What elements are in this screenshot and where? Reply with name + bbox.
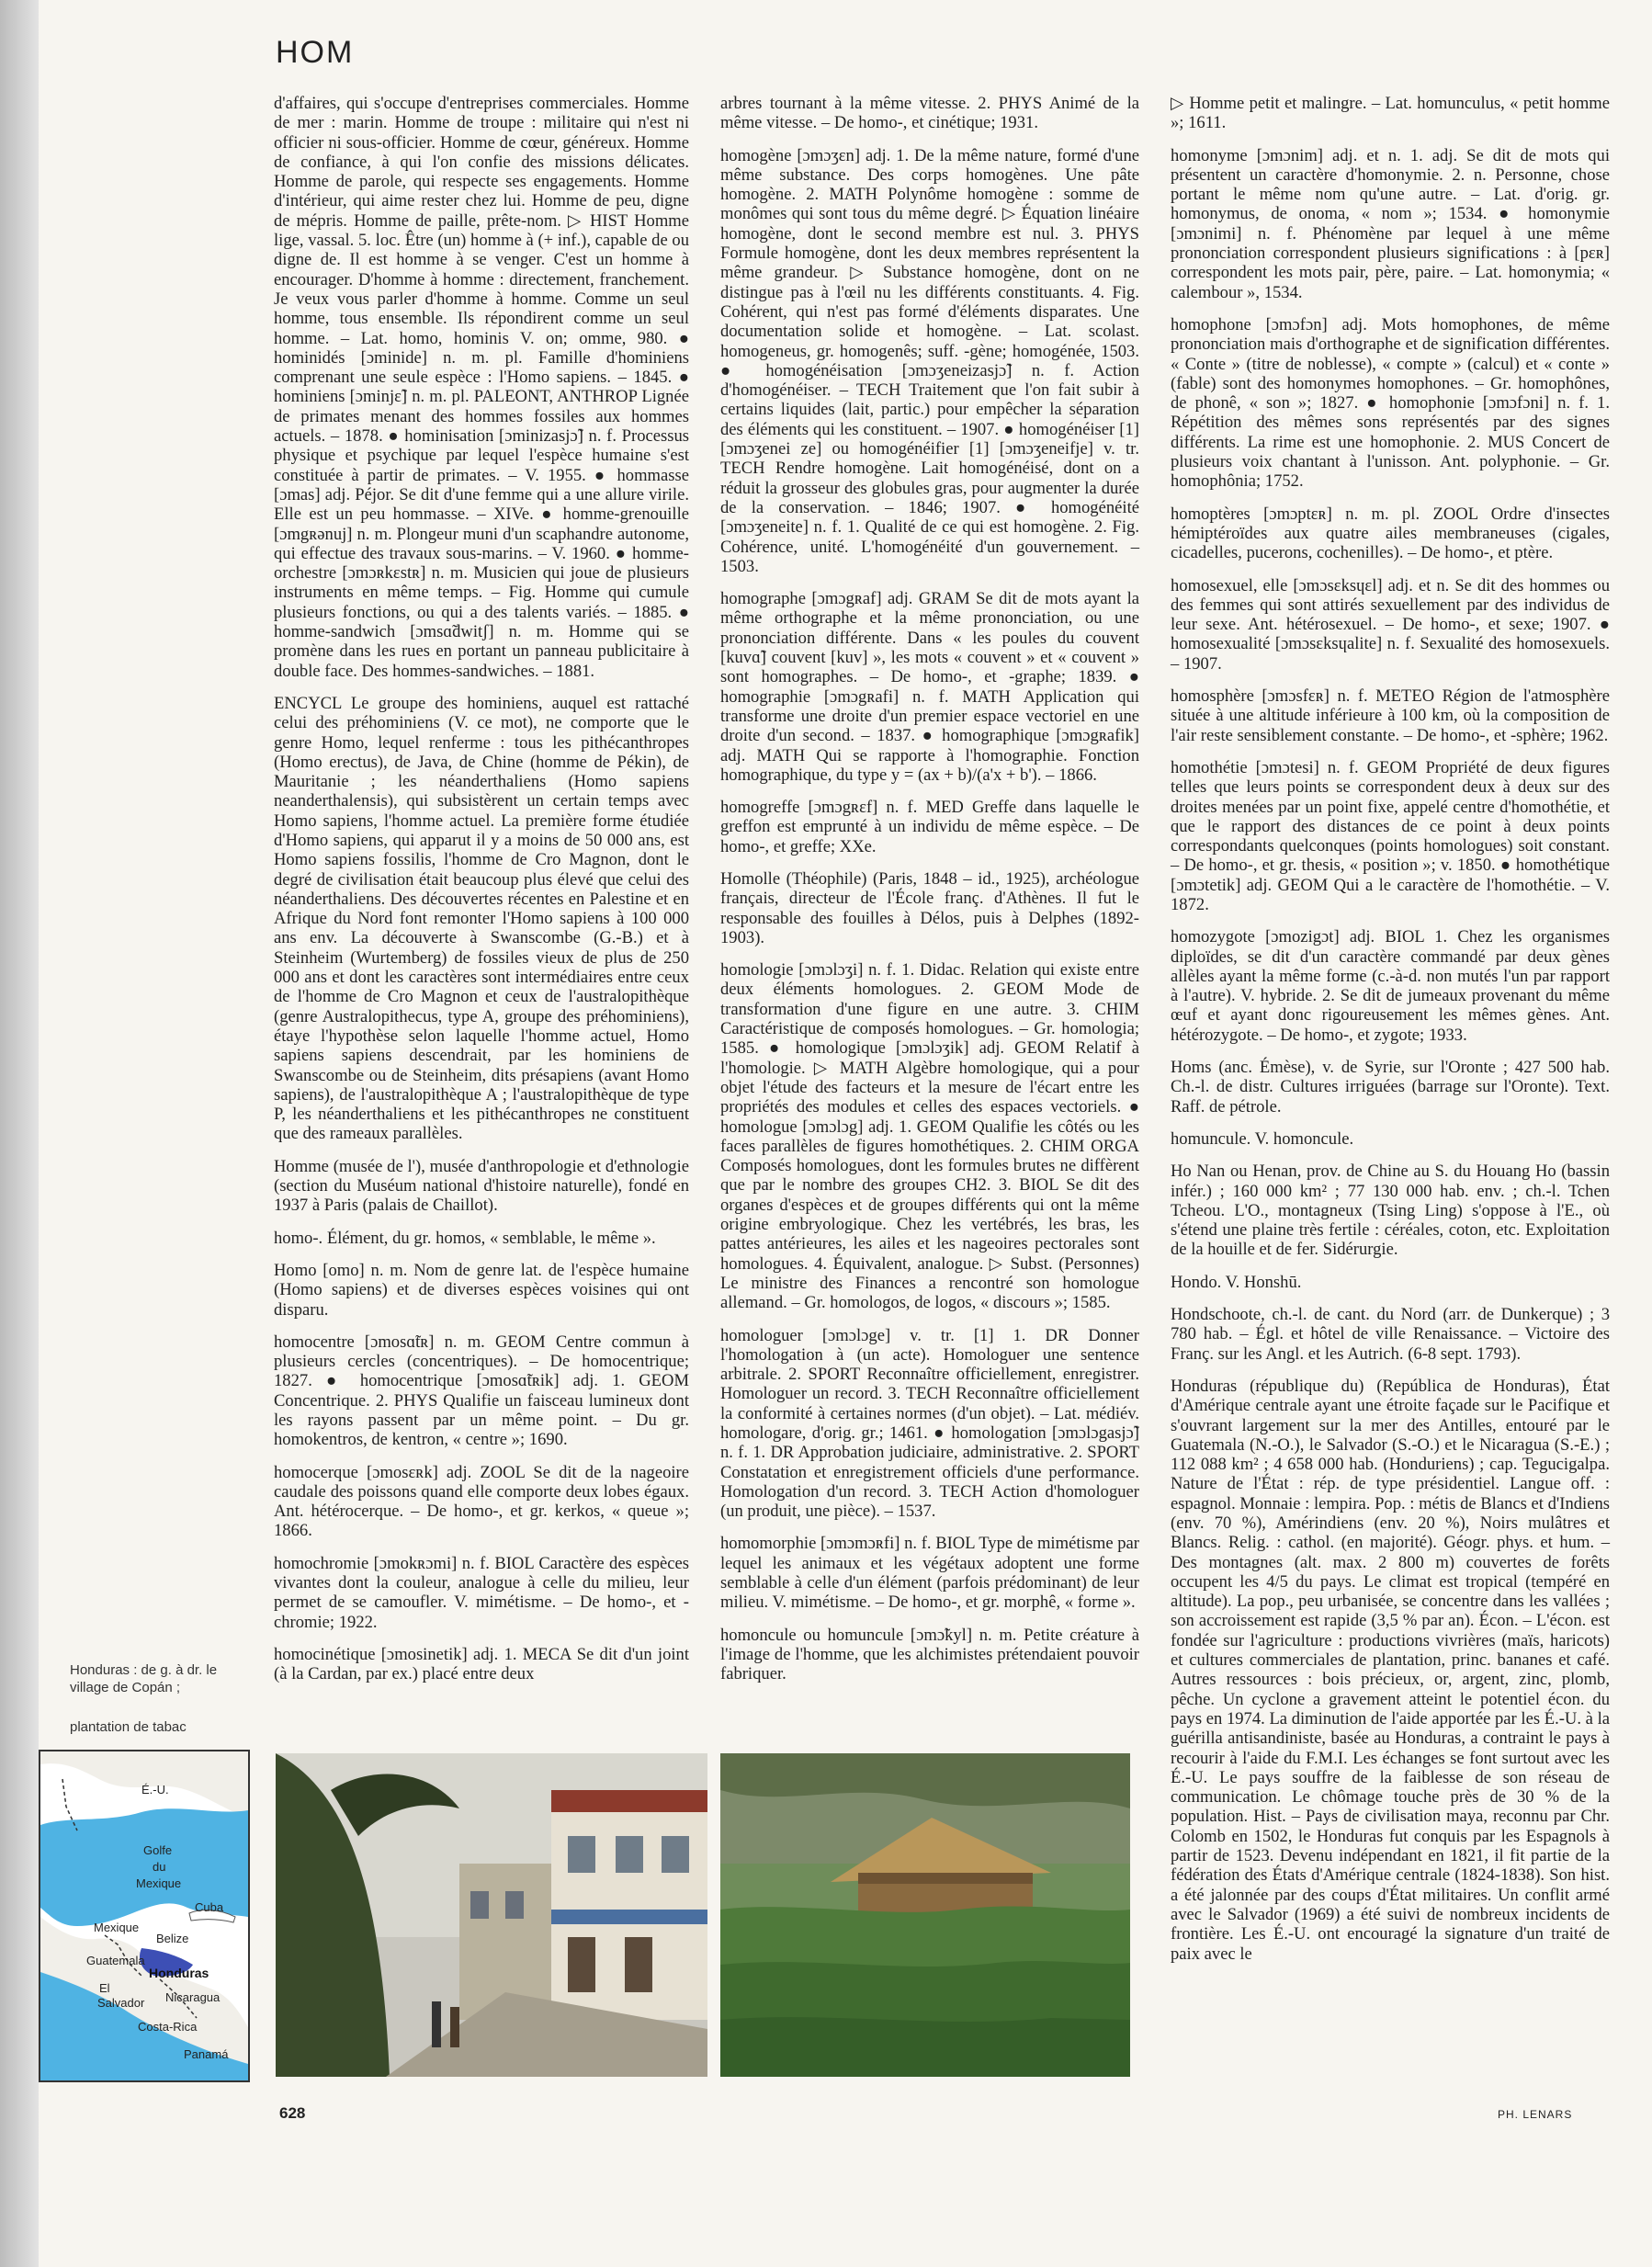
map-label-salvador: Salvador [97, 1996, 145, 2010]
entry-encyclopedic-note: ENCYCL Le groupe des hominiens, auquel est rattaché celui des préhominiens (V. ce mot), ne comporte que le genre Homo, lequel renferme : tous les pithécanthropes (Homo erectus), de Java, de Chine (homme de Pékin), de Mauritanie ; les néanderthaliens (Homo sapiens neanderthalensis), qui subsistèrent un certain temps avec Homo sapiens, l'homme actuel. La première forme étudiée d'Homo sapiens, qui apparut il y a moins de 50 000 ans, est Homo sapiens fossilis, l'homme de Cro Magnon, dont le degré de civilisation était beaucoup plus élevé que celui des néanderthaliens. Des découvertes récentes en Palestine et en Afrique du Nord font remonter l'Homo sapiens à 100 000 ans env. La découverte à Swanscombe (G.-B.) et à Steinheim (Wurtemberg) de fossiles vieux de plus de 250 000 ans et dont les caractères sont intermédiaires entre ceux de l'homme de Cro Magnon et ceux de l'australopithèque (genre Australopithecus, type A, groupe des préhominiens), étaye l'hypothèse selon laquelle l'homme actuel, Homo sapiens sapiens descendrait, par les hominiens de Swanscombe ou de Steinheim, dits présapiens (avant Homo sapiens), de l'australopithèque A ; l'australopithèque de type P, les néanderthaliens et les pithécanthropes ne constituent que des rameaux parallèles. [274, 693, 689, 1144]
entry-homosexuel: homosexuel, elle [ɔmɔsɛksɥɛl] adj. et n. Se dit des hommes ou des femmes qui sont attirés sexuellement par des individus de leur sexe. Ant. hétérosexuel. – De homo-, et sexe; 1907. ● homosexualité [ɔmɔsɛksɥalite] n. f. Sexualité des homosexuels. – 1907. [1171, 575, 1610, 674]
entry-homocinetique: homocinétique [ɔmosinetik] adj. 1. MECA Se dit d'un joint (à la Cardan, par ex.) placé entre deux [274, 1644, 689, 1684]
map-label-honduras: Honduras [149, 1966, 209, 1980]
entry-homogene: homogène [ɔmɔʒɛn] adj. 1. De la même nature, formé d'une même substance. Des corps homogènes. Une pâte homogène. 2. MATH Polynôme homogène : somme de monômes qui sont tous du même degré. ▷ Équation linéaire homogène, dont le second membre est nul. 3. PHYS Formule homogène, dont les deux membres représentent la même grandeur. ▷ Substance homogène, dont on ne distingue pas à l'œil nu les différents constituants. 4. Fig. Cohérent, qui n'est pas formé d'éléments disparates. Une documentation solide et homogène. – Lat. scolast. homogeneus, gr. homogenês; suff. -gène; homogénée, 1503. ● homogénéisation [ɔmɔʒeneizasjɔ̃] n. f. Action d'homogénéiser. – TECH Traitement que l'on fait subir à certains liquides (lait, partic.) pour empêcher la séparation des éléments qui les constituent. – 1907. ● homogénéiser [1] [ɔmɔʒenei ze] ou homogénéifier [1] [ɔmɔʒeneifje] v. tr. TECH Rendre homogène. Lait homogénéisé, dont on a réduit la grosseur des globules gras, pour augmenter la durée de la conservation. – 1846; 1907. ● homogénéité [ɔmɔʒeneite] n. f. 1. Qualité de ce qui est homogène. 2. Fig. Cohérence, unité. L'homogénéité d'un gouvernement. – 1503. [720, 145, 1139, 576]
map-label-cuba: Cuba [195, 1900, 224, 1914]
entry-homozygote: homozygote [ɔmozigɔt] adj. BIOL 1. Chez les organismes diploïdes, se dit d'un caractère commandé par deux gènes allèles ayant la même forme (c.-à-d. non mutés l'un par rapport à l'autre). V. hybride. 2. Se dit de jumeaux provenant du même œuf et ayant donc rigoureusement les mêmes gènes. Ant. hétérozygote. – De homo-, et zygote; 1933. [1171, 927, 1610, 1045]
entry-homoncule-continued: ▷ Homme petit et malingre. – Lat. homunculus, « petit homme »; 1611. [1171, 94, 1610, 133]
entry-homogreffe: homogreffe [ɔmɔgʀɛf] n. f. MED Greffe dans laquelle le greffon est emprunté à un individu de même espèce. – De homo-, et greffe; XXe. [720, 798, 1139, 856]
entry-homocinetique-continued: arbres tournant à la même vitesse. 2. PHYS Animé de la même vitesse. – De homo-, et cinétique; 1931. [720, 94, 1139, 133]
entry-honduras: Honduras (république du) (República de Honduras), État d'Amérique centrale ayant une étroite façade sur le Pacifique et s'ouvrant largement sur la mer des Antilles, entouré par le Guatemala (N.-O.), le Salvador (S.-O.) et le Nicaragua (S.-E.) ; 112 088 km² ; 4 658 000 hab. (Honduriens) ; cap. Tegucigalpa. Nature de l'État : rép. de type présidentiel. Langue off. : espagnol. Monnaie : lempira. Pop. : métis de Blancs et d'Indiens (env. 70 %), Amérindiens (env. 20 %), Noirs mulâtres et Blancs. Relig. : cathol. (en majorité). Géogr. phys. et hum. – Des montagnes (alt. max. 2 800 m) couvertes de forêts occupent les 4/5 du pays. Le climat est tropical (tempéré en altitude). La pop., peu urbanisée, se concentre dans les vallées ; son accroissement est rapide (3,5 % par an). Écon. – L'écon. est fondée sur l'agriculture : productions vivrières (maïs, haricots) et cultures commerciales de plantation, princ. bananes et café. Autres ressources : bois précieux, or, argent, zinc, plomb, pêche. Un cyclone a gravement atteint le potentiel écon. du pays en 1974. La diminution de l'aide apportée par les É.-U. à la guérilla antisandiniste, basée au Honduras, a contraint le pays à recourir à l'aide du F.M.I. Les échanges se font surtout avec les É.-U. Le pays souffre de la faiblesse de son réseau de communication. Le chômage touche près de 30 % de la population. Hist. – Pays de civilisation maya, reconnu par Chr. Colomb en 1502, le Honduras fut conquis par les Espagnols à partir de 1523. Devenu indépendant en 1821, il fit partie de la fédération des États d'Amérique centrale (1824-1838). Son hist. a été jalonnée par des coups d'État militaires. Un conflit armé avec le Salvador (1969) a été suivi de nombreux incidents de frontière. Les É.-U. ont encouragé la signature d'un traité de paix avec le [1171, 1376, 1610, 1964]
entry-homoncule: homoncule ou homuncule [ɔmɔ̃kyl] n. m. Petite créature à l'image de l'homme, que les alchimistes prétendaient pouvoir fabriquer. [720, 1625, 1139, 1684]
entry-homolle: Homolle (Théophile) (Paris, 1848 – id., 1925), archéologue français, directeur de l'École franç. d'Athènes. Il fut le responsable des fouilles à Délos, puis à Delphes (1892-1903). [720, 868, 1139, 947]
column-middle [720, 94, 1139, 1697]
entry-homologie: homologie [ɔmɔlɔʒi] n. f. 1. Didac. Relation qui existe entre deux éléments homologues. 2. GEOM Mode de transformation d'une figure en une autre. 3. CHIM Caractéristique de composés homologues. – Gr. homologia; 1585. ● homologique [ɔmɔlɔʒik] adj. GEOM Relatif à l'homologie. ▷ MATH Algèbre homologique, qui a pour objet l'étude des facteurs et la mesure de l'écart entre les propriétés des modules et celles des espaces vectoriels. ● homologue [ɔmɔlɔg] adj. 1. GEOM Qualifie les côtés ou les faces parallèles de figures homothétiques. 2. CHIM ORGA Composés homologues, dont les formules brutes ne diffèrent que par le nombre des groupes CH2. 3. BIOL Se dit des organes d'espèces et de groupes différents qui ont la même origine embryologique. Chez les vertébrés, les bras, les pattes antérieures, les ailes et les nageoires pectorales sont homologues. 4. Équivalent, analogue. ▷ Subst. (Personnes) Le ministre des Finances a rencontré son homologue allemand. – Gr. homologos, de logos, « discours »; 1585. [720, 960, 1139, 1313]
entry-homme-musee: Homme (musée de l'), musée d'anthropologie et d'ethnologie (section du Muséum national d'histoire naturelle), fondé en 1937 à Paris (palais de Chaillot). [274, 1156, 689, 1216]
entry-hondo: Hondo. V. Honshū. [1171, 1272, 1302, 1292]
map-label-us: É.-U. [141, 1783, 169, 1797]
entry-homopteres: homoptères [ɔmɔptɛʀ] n. m. pl. ZOOL Ordre d'insectes hémiptéroïdes aux quatre ailes membraneuses (cigales, cicadelles, pucerons, cochenilles). – De homo-, et ptère. [1171, 504, 1610, 563]
map-label-panama: Panamá [184, 2047, 229, 2061]
dictionary-page [39, 0, 1652, 2267]
photo-credit: PH. LENARS [1498, 2108, 1573, 2121]
page-gutter-shadow [0, 0, 39, 2267]
entry-homosphere: homosphère [ɔmɔsfɛʀ] n. f. METEO Région de l'atmosphère située à une altitude inférieure à 100 km, où la composition de l'air reste sensiblement constante. – De homo-, et -sphère; 1962. [1171, 686, 1610, 745]
entry-homochromie: homochromie [ɔmokʀɔmi] n. f. BIOL Caractère des espèces vivantes dont la couleur, analogue à celle du milieu, leur permet de se camoufler. V. mimétisme. – De homo-, et -chromie; 1922. [274, 1553, 689, 1632]
column-left [274, 94, 689, 1697]
photo-tobacco-plantation [720, 1753, 1130, 2077]
column-right [1171, 94, 1610, 1977]
entry-hondschoote: Hondschoote, ch.-l. de cant. du Nord (arr. de Dunkerque) ; 3 780 hab. – Égl. et hôtel de ville Renaissance. – Victoire des Franç. sur les Angl. et les Autrich. (6-8 sept. 1793). [1171, 1305, 1610, 1364]
page-title: HOM [276, 35, 355, 70]
map-svg [40, 1751, 248, 2080]
figure-caption: Honduras : de g. à dr. le village de Copán ; [70, 1662, 218, 1695]
map-label-gulf-1: Golfe [143, 1843, 173, 1857]
entry-homo-element: homo-. Élément, du gr. homos, « semblable, le même ». [274, 1228, 656, 1248]
entry-homonyme: homonyme [ɔmɔnim] adj. et n. 1. adj. Se dit de mots qui présentent un caractère d'homonymie. 2. n. Personne, chose portant le même nom qu'une autre. – Lat. d'orig. gr. homonymus, de onoma, « nom »; 1534. ● homonymie [ɔmɔnimi] n. f. Phénomène par lequel à une même prononciation correspondent plusieurs significations : à [pɛʀ] correspondent les mots pair, père, paire. – Lat. homonymia; « calembour », 1534. [1171, 145, 1610, 302]
map-label-guatemala: Guatemala [86, 1954, 145, 1967]
entry-homs: Homs (anc. Émèse), v. de Syrie, sur l'Oronte ; 427 500 hab. Ch.-l. de distr. Cultures irriguées (barrage sur l'Oronte). Text. Raff. de pétrole. [1171, 1058, 1610, 1116]
entry-homographe: homographe [ɔmɔgʀaf] adj. GRAM Se dit de mots ayant la même orthographe et la même prononciation, ou une prononciation différente. Dans « les poules du couvent [kuvɑ̃] couvent [kuv] », les mots « couvent » et « couvent » sont homographes. – De homo-, et -graphe; 1839. ● homographie [ɔmɔgʀafi] n. f. MATH Application qui transforme une droite d'un premier espace vectoriel en une droite d'un second. – 1837. ● homographique [ɔmɔgʀafik] adj. MATH Qui se rapporte à l'homographie. Fonction homographique, du type y = (ax + b)/(a'x + b'). – 1866. [720, 589, 1139, 785]
map-label-gulf-3: Mexique [136, 1876, 182, 1890]
page-number: 628 [279, 2104, 306, 2122]
map-label-costa-rica: Costa-Rica [138, 2020, 198, 2034]
figure-caption-2: plantation de tabac [70, 1719, 187, 1735]
entry-ho-nan: Ho Nan ou Henan, prov. de Chine au S. du Houang Ho (bassin infér.) ; 160 000 km² ; 77 130 000 hab. env. ; ch.-l. Tchen Tcheou. L'O., montagneux (Tsing Ling) s'oppose à l'E., où s'étend une plaine très fertile : céréales, coton, etc. Exploitation de la houille et de fer. Sidérurgie. [1171, 1162, 1610, 1260]
honduras-locator-map [39, 1750, 250, 2082]
entry-homophone: homophone [ɔmɔfɔn] adj. Mots homophones, de même prononciation mais d'orthographe et de signification différentes. « Conte » (titre de noblesse), « compte » (calcul) et « conte » (fable) sont des homonymes homophones. – Gr. homophônes, de phonê, « son »; 1827. ● homophonie [ɔmɔfɔni] n. f. 1. Répétition des mêmes sons représentés par des signes différents. La rime est une homophonie. 2. MUS Concert de plusieurs voix chantant à l'unisson. Ant. polyphonie. – Gr. homophônia; 1752. [1171, 314, 1610, 492]
entry-homocentre: homocentre [ɔmosɑ̃tʀ] n. m. GEOM Centre commun à plusieurs cercles (concentriques). – De homocentrique; 1827. ● homocentrique [ɔmosɑ̃tʀik] adj. 1. GEOM Concentrique. 2. PHYS Qualifie un faisceau lumineux dont les rayons passent par un même point. – Du gr. homokentros, de kentron, « centre »; 1690. [274, 1332, 689, 1450]
entry-homomorphie: homomorphie [ɔmɔmɔʀfi] n. f. BIOL Type de mimétisme par lequel les animaux et les végétaux adoptent une forme semblable à celle d'un élément (parfois prédominant) de leur milieu. V. mimétisme. – De homo-, et gr. morphê, « forme ». [720, 1534, 1139, 1613]
map-label-gulf-2: du [153, 1860, 166, 1874]
map-label-nicaragua: Nicaragua [165, 1990, 221, 2004]
entry-homme-continued: d'affaires, qui s'occupe d'entreprises commerciales. Homme de mer : marin. Homme de troupe : militaire qui n'est ni officier ni sous-officier. Homme de cœur, généreux. Homme de confiance, à qui l'on confie des missions délicates. Homme de parole, qui respecte ses engagements. Homme d'intérieur, qui aime rester chez lui. Homme de peu, digne de mépris. Homme de paille, prête-nom. ▷ HIST Homme lige, vassal. 5. loc. Être (un) homme à (+ inf.), capable de ou digne de. Il est homme à se venger. C'est un homme à encourager. D'homme à homme : directement, franchement. Je veux vous parler d'homme à homme. Comme un seul homme, tous ensemble. Ils répondirent comme un seul homme. – Lat. homo, hominis V. on; omme, 980. ● hominidés [ɔminide] n. m. pl. Famille d'hominiens comprenant une seule espèce : l'Homo sapiens. – 1845. ● hominiens [ɔminjɛ̃] n. m. pl. PALEONT, ANTHROP Lignée de primates menant des hommes fossiles aux hommes actuels. – 1878. ● hominisation [ɔminizasjɔ̃] n. f. Processus physique et psychique par lequel l'espèce humaine s'est constituée à partir de primates. – V. 1955. ● hommasse [ɔmas] adj. Péjor. Se dit d'une femme qui a une allure virile. Elle est un peu hommasse. – XIVe. ● homme-grenouille [ɔmgʀənuj] n. m. Plongeur muni d'un scaphandre autonome, qui effectue des travaux sous-marins. – V. 1960. ● homme-orchestre [ɔmɔʀkɛstʀ] n. m. Musicien qui joue de plusieurs instruments en même temps. – Fig. Homme qui cumule plusieurs fonctions, ou qui a des talents variés. – 1885. ● homme-sandwich [ɔmsɑ̃dwitʃ] n. m. Homme qui se promène dans les rues en portant un panneau publicitaire à double face. Des hommes-sandwiches. – 1881. [274, 94, 689, 681]
map-label-belize: Belize [156, 1932, 189, 1945]
entry-homothetie: homothétie [ɔmɔtesi] n. f. GEOM Propriété de deux figures telles que leurs points se correspondent deux à deux sur des droites menées par un point fixe, appelé centre d'homothétie, et que le rapport des distances de ce point à deux points correspondants quelconques (points homologues) soit constant. – De homo-, et gr. thesis, « position »; v. 1850. ● homothétique [ɔmɔtetik] adj. GEOM Qui a le caractère de l'homothétie. – V. 1872. [1171, 757, 1610, 914]
entry-homologuer: homologuer [ɔmɔlɔge] v. tr. [1] 1. DR Donner l'homologation à (un acte). Homologuer une sentence arbitrale. 2. SPORT Reconnaître officiellement, enregistrer. Homologuer un record. 3. TECH Reconnaître officiellement la conformité à certaines normes (d'un objet). – Lat. médiév. homologare, d'orig. gr.; 1461. ● homologation [ɔmɔlɔgasjɔ̃] n. f. 1. DR Approbation judiciaire, administrative. 2. SPORT Constatation et enregistrement officiels d'une performance. Homologation d'un record. 3. TECH Action d'homologuer (un produit, une pièce). – 1537. [720, 1325, 1139, 1522]
map-label-el: El [99, 1981, 110, 1995]
entry-homuncule: homuncule. V. homoncule. [1171, 1128, 1354, 1149]
entry-homocerque: homocerque [ɔmosɛʀk] adj. ZOOL Se dit de la nageoire caudale des poissons quand elle comporte deux lobes égaux. Ant. hétérocerque. – De homo-, et gr. kerkos, « queue »; 1866. [274, 1462, 689, 1541]
entry-homo: Homo [omo] n. m. Nom de genre lat. de l'espèce humaine (Homo sapiens) et de diverses espèces voisines qui ont disparu. [274, 1260, 689, 1320]
photo-copan-village [276, 1753, 707, 2077]
map-label-mexico: Mexique [94, 1921, 140, 1934]
